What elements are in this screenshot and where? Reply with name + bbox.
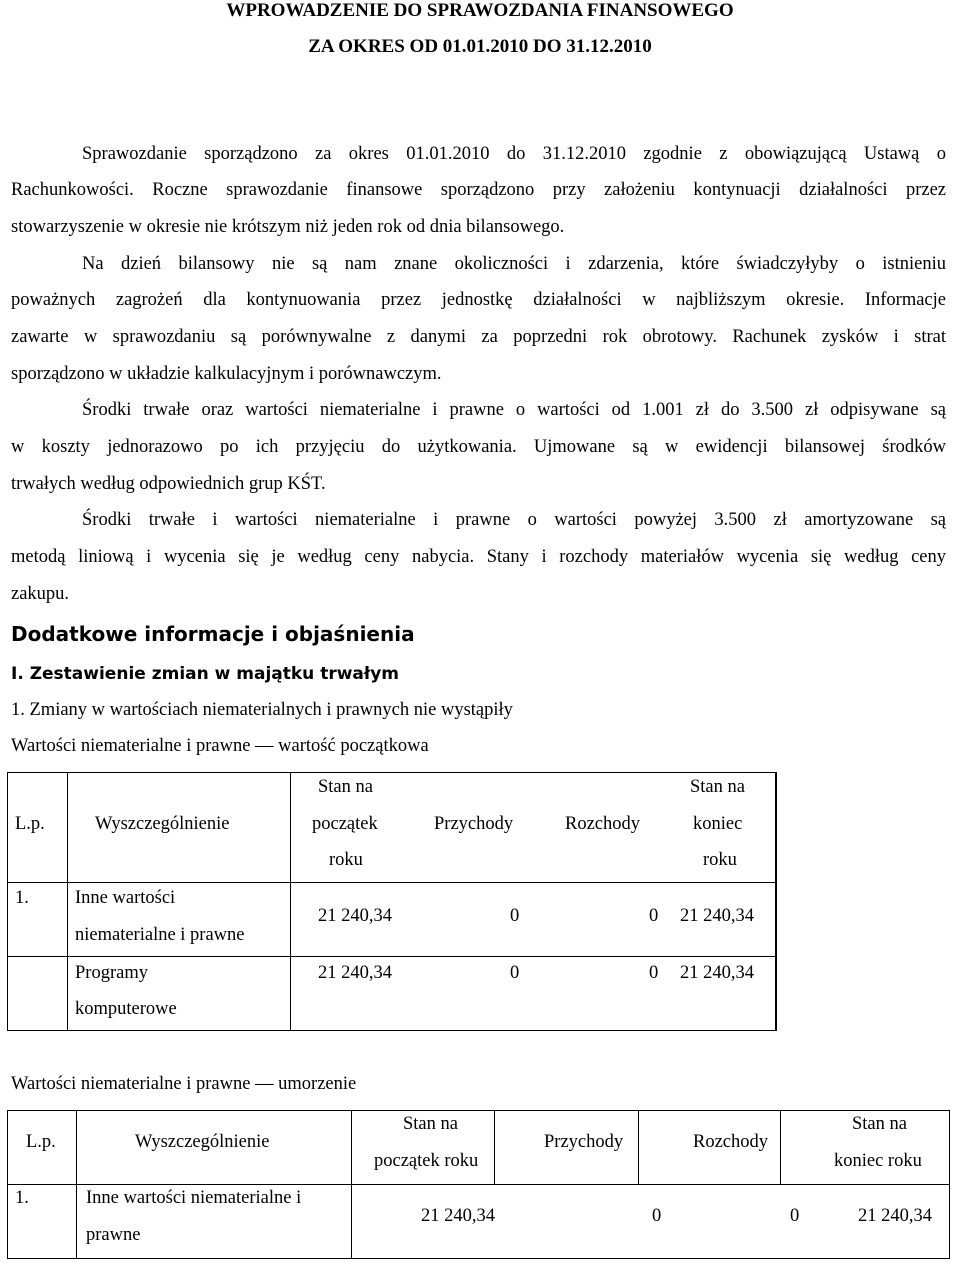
t1-row2-income: 0 [510,963,520,983]
t1-header-end-1: Stan na [690,777,745,797]
t1-row1-desc-1: Inne wartości [75,888,176,908]
intro-p4-line1: Środki trwałe i wartości niematerialne i prawne o wartości powyżej 3.500 zł amortyzowane są [82,510,946,530]
section-subheading: I. Zestawienie zmian w majątku trwałym [11,664,399,684]
t1-row1-desc-2: niematerialne i prawne [75,925,245,945]
t2-row1-lp: 1. [15,1188,29,1208]
table2-caption: Wartości niematerialne i prawne — umorzenie [11,1074,357,1094]
t2-row1-desc-2: prawne [86,1225,141,1245]
t1-row2-start: 21 240,34 [318,963,392,983]
intro-p2-line4: sporządzono w układzie kalkulacyjnym i porównawczym. [11,364,442,384]
intro-p1-line3: stowarzyszenie w okresie nie krótszym niż jeden rok od dnia bilansowego. [11,217,565,237]
t1-row1-start: 21 240,34 [318,906,392,926]
t2-header-expense: Rozchody [693,1132,769,1152]
t1-header-start-2: początek [312,814,378,834]
t2-header-desc: Wyszczególnienie [135,1132,270,1152]
intro-p2-line3: zawarte w sprawozdaniu są porównywalne z danymi za poprzedni rok obrotowy. Rachunek zysków i strat [11,327,946,347]
t1-row2-desc-2: komputerowe [75,999,177,1019]
t1-row2-desc-1: Programy [75,963,148,983]
table1-caption: Wartości niematerialne i prawne — wartość początkowa [11,736,429,756]
t2-row1-expense: 0 [790,1206,800,1226]
document-period: ZA OKRES OD 01.01.2010 DO 31.12.2010 [308,36,652,57]
t1-header-income: Przychody [434,814,514,834]
intro-p3-line2: w koszty jednorazowo po ich przyjęciu do użytkowania. Ujmowane są w ewidencji bilansowej środków [11,437,946,457]
t2-row1-income: 0 [652,1206,662,1226]
t2-header-income: Przychody [544,1132,624,1152]
t1-row2-end: 21 240,34 [680,963,754,983]
t1-header-start-3: roku [329,850,363,870]
t2-header-start-1: Stan na [403,1114,458,1134]
intro-p2-line1: Na dzień bilansowy nie są nam znane okoliczności i zdarzenia, które świadczyłyby o istnieniu [82,254,946,274]
t2-header-end-2: koniec roku [834,1151,922,1171]
t1-row1-expense: 0 [649,906,659,926]
intro-p3-line1: Środki trwałe oraz wartości niematerialne i prawne o wartości od 1.001 zł do 3.500 zł odpisywane są [82,400,946,420]
intro-p2-line2: poważnych zagrożeń dla kontynuowania przez jednostkę działalności w najbliższym okresie. Informacje [11,290,946,310]
t1-header-lp: L.p. [15,814,45,834]
t1-header-desc: Wyszczególnienie [95,814,230,834]
document-title: WPROWADZENIE DO SPRAWOZDANIA FINANSOWEGO [226,0,734,21]
t1-header-end-2: koniec [693,814,743,834]
t1-row1-income: 0 [510,906,520,926]
section-heading: Dodatkowe informacje i objaśnienia [11,622,415,646]
intro-p3-line3: trwałych według odpowiednich grup KŚT. [11,474,326,494]
t1-header-start-1: Stan na [318,777,373,797]
t2-header-end-1: Stan na [852,1114,907,1134]
t2-header-lp: L.p. [26,1132,56,1152]
t1-header-expense: Rozchody [565,814,641,834]
t1-row1-lp: 1. [15,888,29,908]
intro-p1-line1: Sprawozdanie sporządzono za okres 01.01.2010 do 31.12.2010 zgodnie z obowiązującą Ustawą o [82,144,946,164]
intro-p1-line2: Rachunkowości. Roczne sprawozdanie finansowe sporządzono przy założeniu kontynuacji działalności przez [11,180,946,200]
t2-row1-end: 21 240,34 [858,1206,932,1226]
intro-p4-line2: metodą liniową i wycenia się je według ceny nabycia. Stany i rozchody materiałów wycenia się według ceny [11,547,946,567]
t2-header-start-2: początek roku [374,1151,479,1171]
t1-row1-end: 21 240,34 [680,906,754,926]
section-item-1: 1. Zmiany w wartościach niematerialnych i prawnych nie wystąpiły [11,700,513,720]
t2-row1-desc-1: Inne wartości niematerialne i [86,1188,302,1208]
t1-header-end-3: roku [703,850,737,870]
t2-row1-start: 21 240,34 [421,1206,495,1226]
intro-p4-line3: zakupu. [11,584,70,604]
t1-row2-expense: 0 [649,963,659,983]
